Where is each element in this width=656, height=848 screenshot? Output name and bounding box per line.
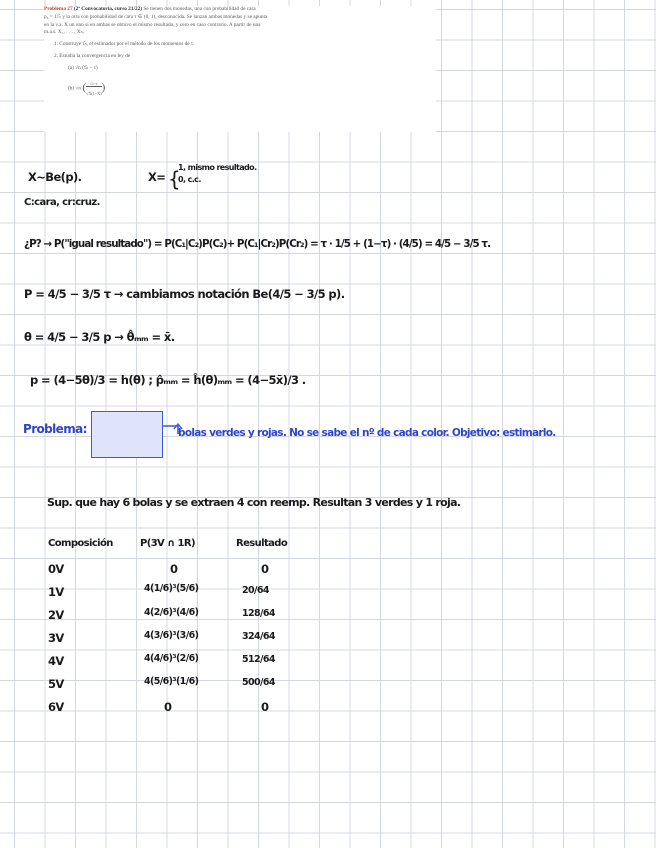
note-probability-equation: ¿P? → P("igual resultado") = P(C₁|C₂)P(C₂)+ P(C₁|Cr₂)P(Cr₂) = τ · 1/5 + (1−τ) · (4/5) = 4/5 − 3/5 τ. — [24, 238, 491, 250]
note-notation: C:cara, cr:cruz. — [24, 197, 100, 208]
problem-item-1: 1. Construye τ̂ₙ, el estimador por el método de los momentos de τ. — [54, 41, 195, 48]
table-header-result: Resultado — [236, 538, 288, 549]
table-row-4-composition: 4V — [48, 654, 64, 668]
problem2-text: bolas verdes y rojas. No se sabe el nº de cada color. Objetivo: estimarlo. — [178, 427, 556, 439]
table-row-0-probability: 0 — [170, 562, 178, 576]
note-p-notation-change: P = 4/5 − 3/5 τ → cambiamos notación Be(4/5 − 3/5 p). — [24, 287, 345, 301]
note-p-estimator: p = (4−5θ)/3 = h(θ) ; p̂ₘₘ = ĥ(θ)ₘₘ = (4−5x̄)/3 . — [30, 373, 306, 387]
table-header-composition: Composición — [48, 538, 113, 549]
table-header-probability: P(3V ∩ 1R) — [140, 538, 195, 549]
problem-line-1: Se tienen dos monedas, una con probabilidad de cara — [143, 6, 256, 12]
problem-subitem-a: (a) √n (τ̂ₙ − τ) — [68, 64, 98, 71]
supposition-text: Sup. que hay 6 bolas y se extraen 4 con reemp. Resultan 3 verdes y 1 roja. — [47, 496, 461, 509]
problem-subitem-b-denominator: √X̄(1−X̄) — [86, 90, 102, 96]
table-row-2-probability: 4(2/6)³(4/6) — [144, 607, 199, 618]
table-row-4-result: 512/64 — [242, 654, 275, 665]
table-row-1-composition: 1V — [48, 585, 64, 599]
table-row-3-result: 324/64 — [242, 631, 275, 642]
problem-item-2: 2. Estudia la convergencia en ley de — [54, 52, 131, 59]
table-row-3-composition: 3V — [48, 631, 64, 645]
note-theta-estimator: θ = 4/5 − 3/5 p → θ̂ₘₘ = x̄. — [24, 330, 175, 344]
problem-items — [44, 41, 436, 99]
problem-subitem-b-fraction — [86, 77, 102, 100]
problem-statement — [44, 6, 436, 132]
urn-box — [91, 411, 163, 458]
table-row-6-composition: 6V — [48, 700, 64, 714]
table-row-5-result: 500/64 — [242, 677, 275, 688]
table-row-3-probability: 4(3/6)³(3/6) — [144, 630, 199, 641]
note-x-case-2: 0, c.c. — [178, 175, 201, 184]
table-row-2-composition: 2V — [48, 608, 64, 622]
problem-label: Problema 27 — [44, 6, 73, 12]
problem-subitem-b-numerator: τ̂ₙ−τ — [86, 81, 102, 87]
table-row-2-result: 128/64 — [242, 608, 275, 619]
table-row-1-result: 20/64 — [242, 585, 269, 596]
problem-heading: (2ª Convocatoria, curso 21/22) — [73, 6, 143, 12]
problem-line-3: en la v.a. X un uno si en ambas se obtuvo el mismo resultado, y cero en caso contrario. A partir de una — [44, 21, 261, 28]
table-row-0-composition: 0V — [48, 562, 64, 576]
table-row-6-result: 0 — [261, 700, 269, 714]
note-x-case-1: 1, mismo resultado. — [178, 163, 257, 172]
table-row-1-probability: 4(1/6)³(5/6) — [144, 583, 199, 594]
table-row-0-result: 0 — [261, 562, 269, 576]
table-row-5-probability: 4(5/6)³(1/6) — [144, 676, 199, 687]
problem-line-4: m.a.s. X₁, . . . , Xₙ, — [44, 29, 85, 36]
note-brace: { — [168, 167, 181, 191]
problem2-label: Problema: — [23, 422, 87, 436]
note-x-definition: X= — [148, 170, 166, 184]
problem-subitem-b-prefix: (b) √n — [68, 85, 82, 92]
table-row-4-probability: 4(4/6)³(2/6) — [144, 653, 199, 664]
table-row-6-probability: 0 — [164, 700, 172, 714]
problem-subitem-b: (b) √n ( $\frac{\text{τ̂ₙ−τ}}{√X̄(1-X̄)}$ ) — [68, 77, 436, 100]
table-row-5-composition: 5V — [48, 677, 64, 691]
problem-subitems — [54, 65, 436, 100]
note-distribution: X~Be(p). — [28, 170, 82, 184]
problem-line-2: p₀ = 1/5 y la otra con probabilidad de cara τ ∈ (0, 1), desconocida. Se lanzan ambas monedas y se apunta — [44, 13, 268, 20]
